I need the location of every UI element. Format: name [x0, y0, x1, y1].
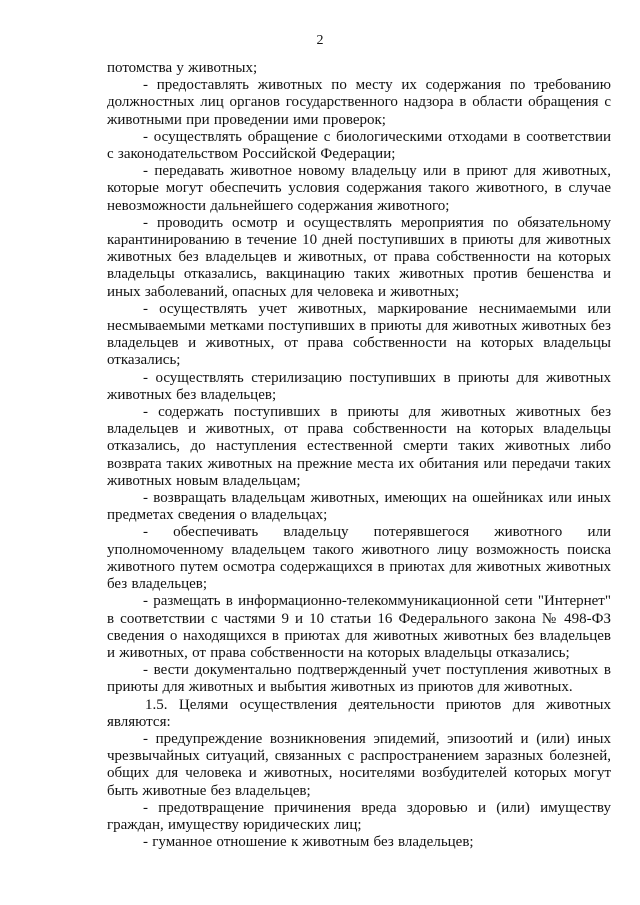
paragraph: - гуманное отношение к животным без владельцев; [143, 834, 474, 851]
paragraph: - осуществлять учет животных, маркирование неснимаемыми или несмываемыми метками поступивших в приюты для животных животных без владельцев и животных, от права собственности на которых владельцы отказались; [107, 300, 611, 369]
paragraph: - размещать в информационно-телекоммуникационной сети "Интернет" в соответствии с частями 9 и 10 статьи 16 Федерального закона № 498-ФЗ сведения о находящихся в приютах для животных животных без владельцев и животных, от права собственности на которых владельцы отказались; [107, 593, 611, 661]
paragraph: - предоставлять животных по месту их содержания по требованию должностных лиц органов государственного надзора в области обращения с животными при проведении ими проверок; [107, 77, 611, 128]
paragraph: - предупреждение возникновения эпидемий, эпизоотий и (или) иных чрезвычайных ситуаций, связанных с распространением заразных болезней, общих для человека и животных, носителями возбудителей которых могут быть животные без владельцев; [107, 730, 611, 799]
paragraph: - возвращать владельцам животных, имеющих на ошейниках или иных предметах сведения о владельцах; [107, 490, 611, 524]
paragraph: - обеспечивать владельцу потерявшегося животного или уполномоченному владельцем такого животного лицу возможность поиска животного путем осмотра содержащихся в приютах для животных животных без владельцев; [107, 524, 611, 593]
paragraph: - вести документально подтвержденный учет поступления животных в приюты для животных и выбытия животных из приютов для животных. [107, 662, 611, 696]
paragraph: - передавать животное новому владельцу или в приют для животных, которые могут обеспечить условия содержания такого животного, в случае невозможности дальнейшего содержания животного; [107, 163, 611, 214]
page-number: 2 [316, 33, 324, 48]
paragraph: - предотвращение причинения вреда здоровью и (или) имуществу граждан, имуществу юридических лиц; [107, 799, 611, 833]
document-body [107, 60, 611, 851]
paragraph: - осуществлять стерилизацию поступивших в приюты для животных животных без владельцев; [107, 369, 611, 403]
section-paragraph: 1.5. Целями осуществления деятельности приютов для животных являются: [107, 696, 611, 730]
paragraph: - содержать поступивших в приюты для животных животных без владельцев и животных, от права собственности на которых владельцы отказались, до наступления естественной смерти таких животных либо возврата таких животных на прежние места их обитания или передачи таких животных новым владельцам; [107, 404, 611, 489]
paragraph: - осуществлять обращение с биологическими отходами в соответствии с законодательством Российской Федерации; [107, 128, 611, 163]
paragraph: - проводить осмотр и осуществлять мероприятия по обязательному карантинированию в течение 10 дней поступивших в приюты для животных животных без владельцев и животных, от права собственности на которых владельцы отказались, вакцинацию таких животных против бешенства и иных заболеваний, опасных для человека и животных; [107, 214, 611, 300]
paragraph-continuation: потомства у животных; [107, 60, 258, 76]
